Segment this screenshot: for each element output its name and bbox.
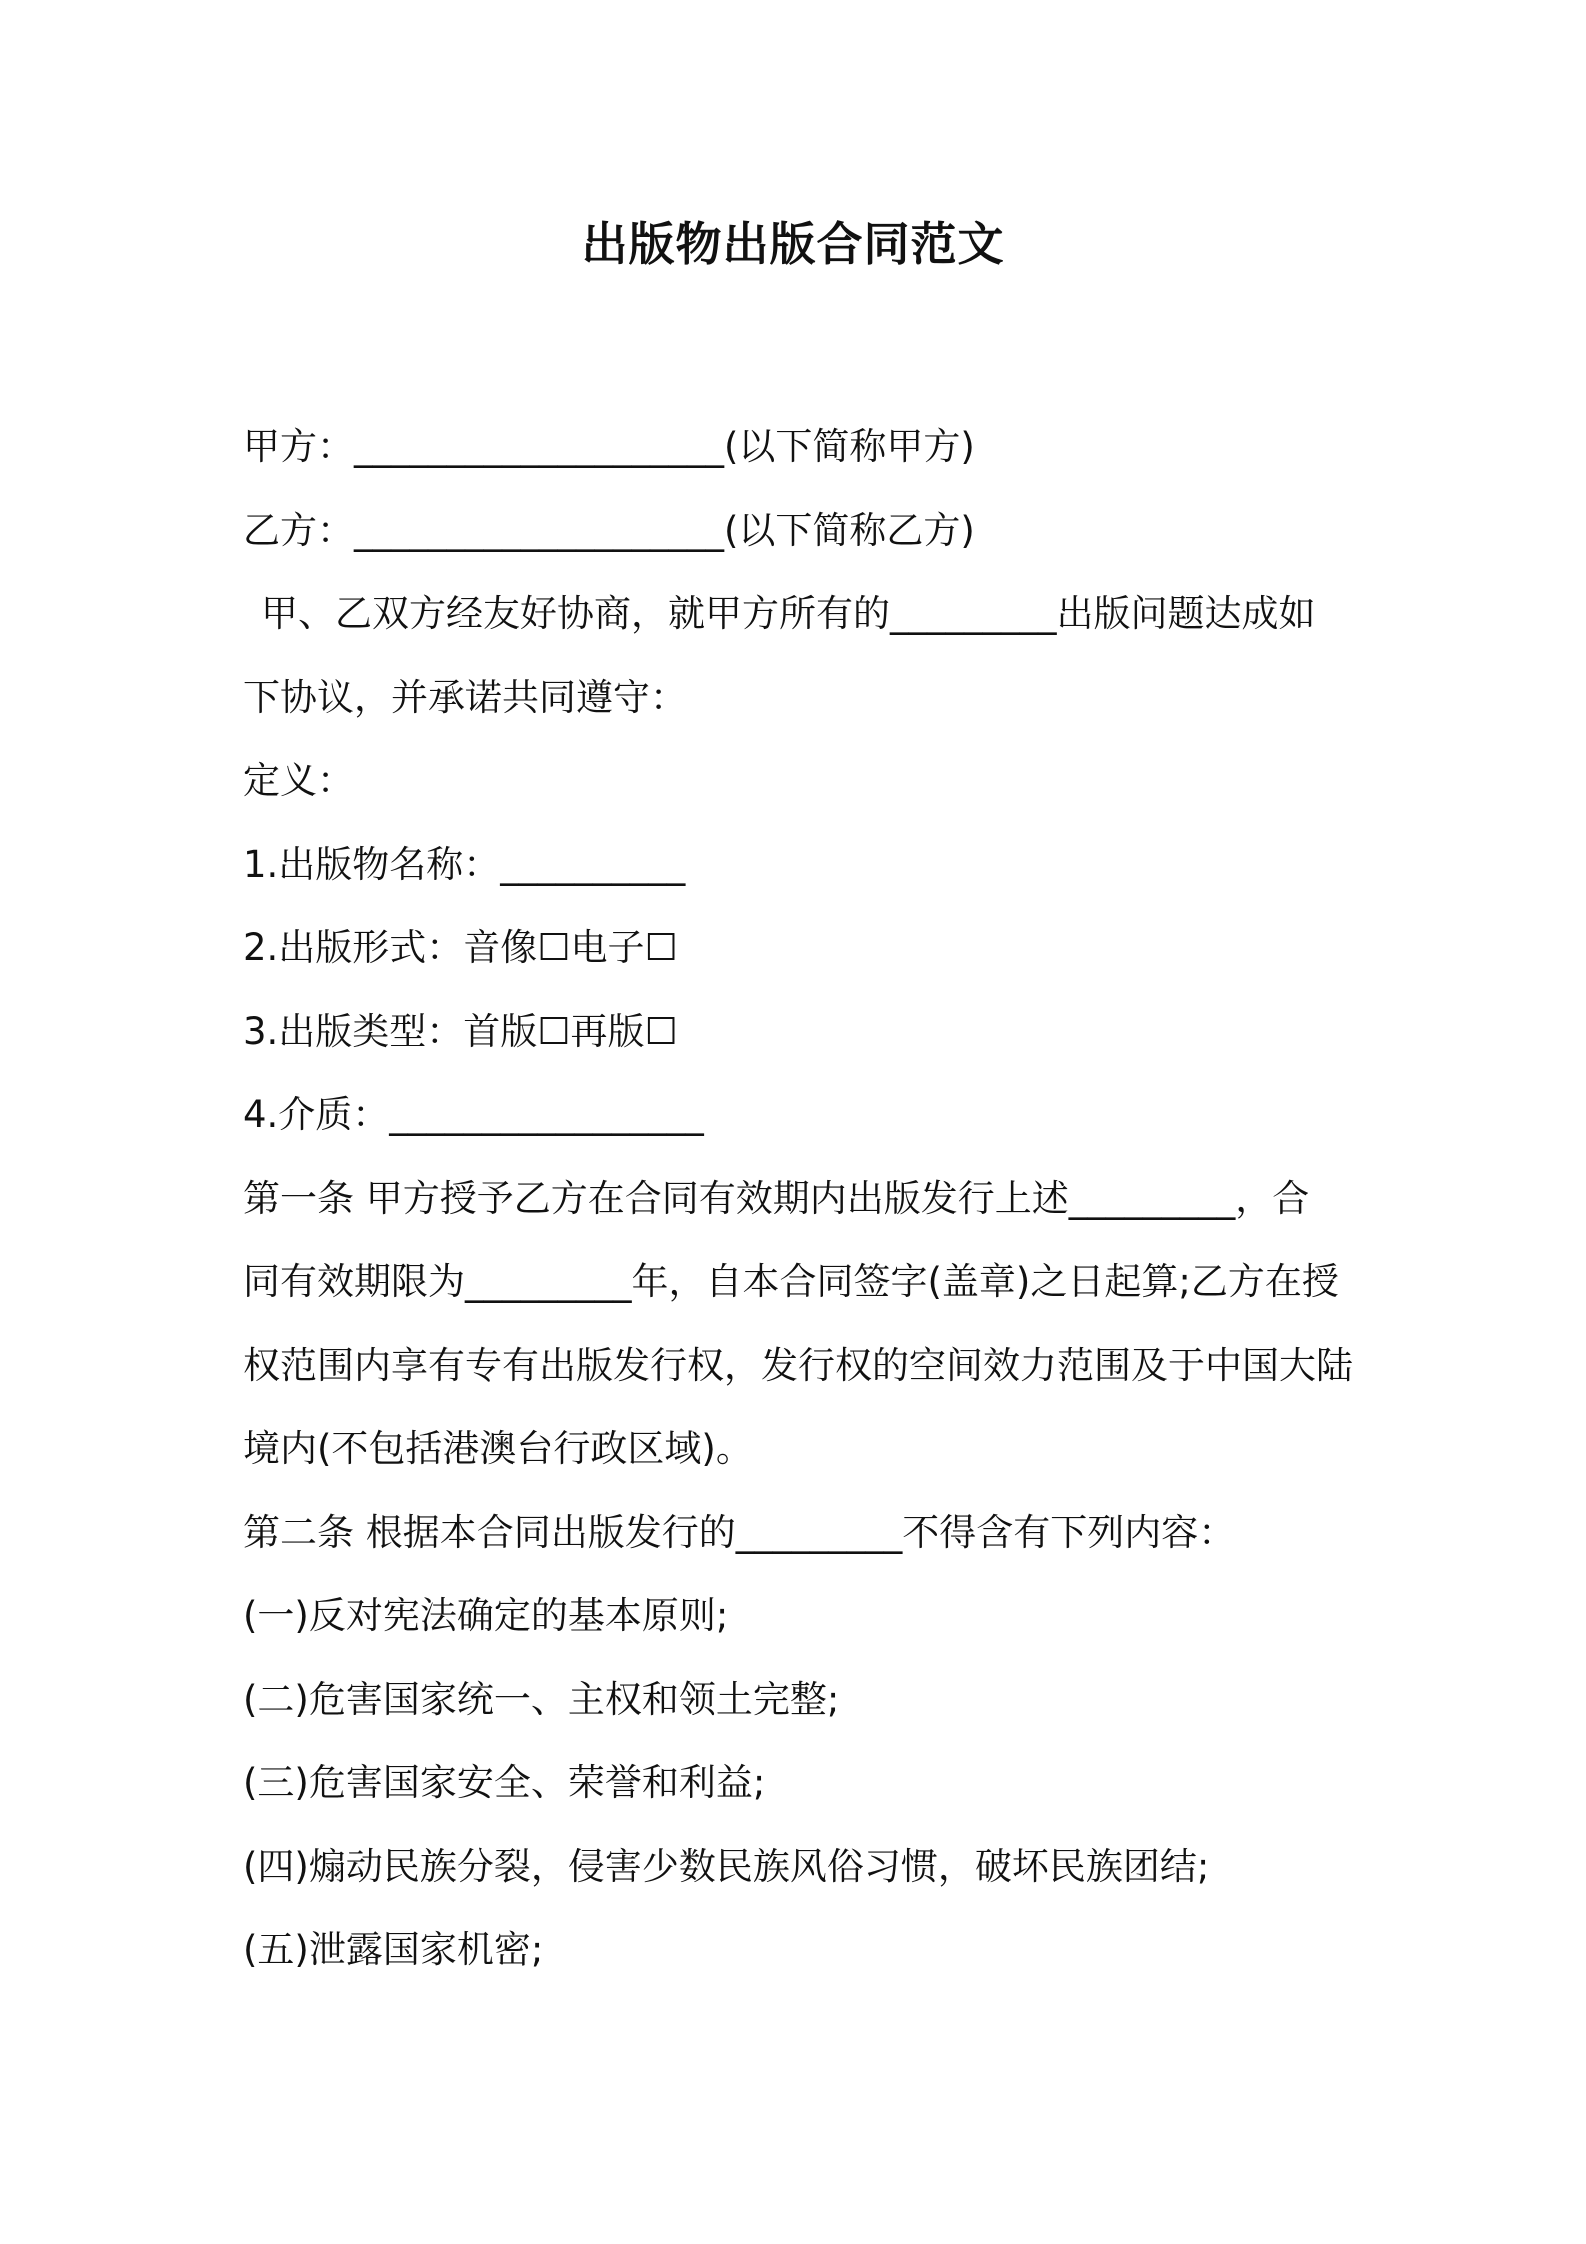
preamble-line-1: 甲、乙双方经友好协商，就甲方所有的_________出版问题达成如 [261, 592, 1316, 635]
article-2-line-1: 第二条 根据本合同出版发行的_________不得含有下列内容： [243, 1510, 1236, 1554]
definition-item-2: 2.出版形式：音像☐电子☐ [243, 926, 678, 969]
article-1-line-1: 第一条 甲方授予乙方在合同有效期内出版发行上述_________，合 [243, 1176, 1310, 1220]
document-title: 出版物出版合同范文 [581, 217, 1005, 271]
definition-item-3: 3.出版类型：首版☐再版☐ [243, 1009, 678, 1053]
article-2-item-4: (四)煽动民族分裂，侵害少数民族风俗习惯，破坏民族团结; [243, 1844, 1210, 1888]
article-2-item-2: (二)危害国家统一、主权和领土完整; [243, 1677, 840, 1721]
preamble-line-2: 下协议，并承诺共同遵守： [243, 675, 687, 719]
article-1-line-2: 同有效期限为_________年，自本合同签字(盖章)之日起算;乙方在授 [243, 1260, 1339, 1303]
article-2-item-5: (五)泄露国家机密; [243, 1928, 544, 1971]
article-2-item-1: (一)反对宪法确定的基本原则; [243, 1594, 729, 1637]
document-body [243, 405, 1363, 1992]
article-2-item-3: (三)危害国家安全、荣誉和利益; [243, 1761, 766, 1804]
article-1-line-4: 境内(不包括港澳台行政区域)。 [243, 1427, 753, 1470]
party-a-line: 甲方：____________________(以下简称甲方) [243, 425, 975, 468]
definition-heading: 定义： [243, 759, 354, 802]
party-b-line: 乙方：____________________(以下简称乙方) [243, 508, 975, 552]
definition-item-4: 4.介质：_________________ [243, 1093, 704, 1136]
article-1-line-3: 权范围内享有专有出版发行权，发行权的空间效力范围及于中国大陆 [243, 1343, 1353, 1387]
definition-item-1: 1.出版物名称：__________ [243, 842, 686, 886]
